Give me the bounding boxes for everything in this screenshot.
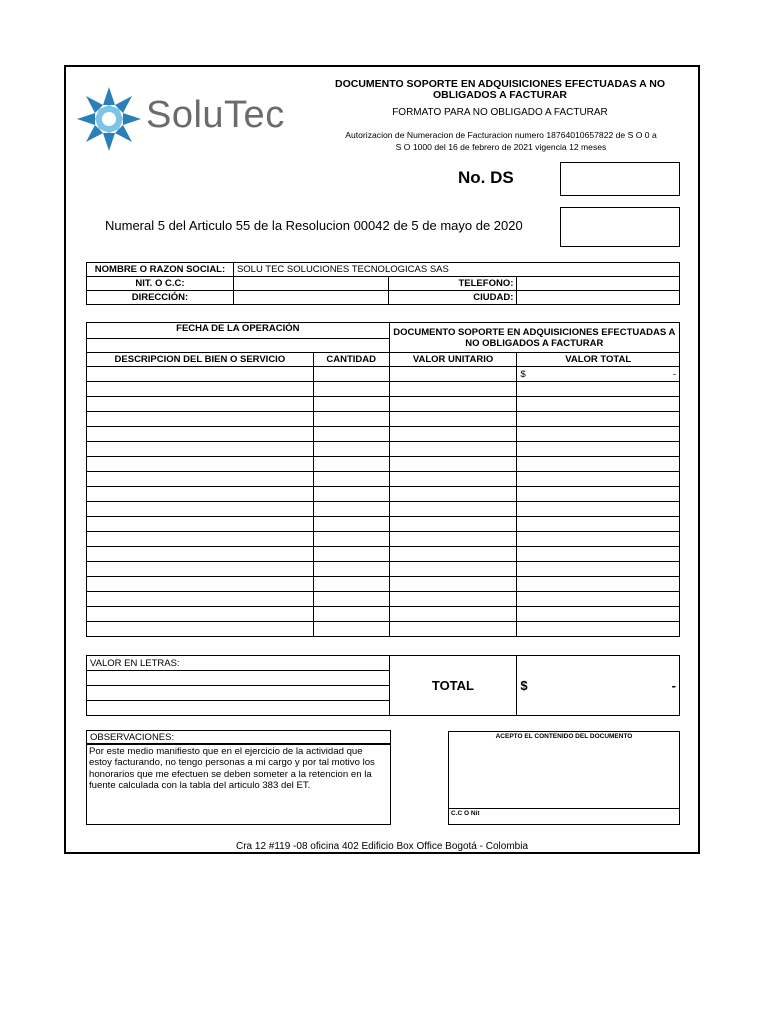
total-currency: $ xyxy=(520,678,528,693)
authorization-line-2: S O 1000 del 16 de febrero de 2021 vigencia 12 meses xyxy=(395,141,607,152)
item-unit-value-cell[interactable] xyxy=(389,547,517,562)
item-unit-value-cell[interactable] xyxy=(389,427,517,442)
value-in-letters-label: VALOR EN LETRAS: xyxy=(87,656,390,671)
item-total-value-cell[interactable] xyxy=(517,517,680,532)
city-field[interactable] xyxy=(517,291,680,305)
item-total-value-cell[interactable] xyxy=(517,592,680,607)
item-quantity-cell[interactable] xyxy=(313,607,389,622)
document-subtitle: FORMATO PARA NO OBLIGADO A FACTURAR xyxy=(392,107,608,118)
item-unit-value-cell[interactable] xyxy=(389,487,517,502)
nit-label: NIT. O C.C: xyxy=(87,277,234,291)
item-quantity-cell[interactable] xyxy=(313,412,389,427)
name-field[interactable]: SOLU TEC SOLUCIONES TECNOLOGICAS SAS xyxy=(233,263,679,277)
item-total-value-cell[interactable] xyxy=(517,607,680,622)
item-total-value-cell[interactable] xyxy=(517,622,680,637)
item-description-cell[interactable] xyxy=(87,457,314,472)
item-description-cell[interactable] xyxy=(87,397,314,412)
item-unit-value-cell[interactable] xyxy=(389,532,517,547)
item-description-cell[interactable] xyxy=(87,547,314,562)
item-description-cell[interactable] xyxy=(87,412,314,427)
item-total-value-cell[interactable] xyxy=(517,457,680,472)
signature-line xyxy=(449,808,679,809)
item-total-value-cell[interactable] xyxy=(517,412,680,427)
item-quantity-cell[interactable] xyxy=(313,592,389,607)
acceptance-title: ACEPTO EL CONTENIDO DEL DOCUMENTO xyxy=(495,733,633,740)
item-description-cell[interactable] xyxy=(87,562,314,577)
item-quantity-cell[interactable] xyxy=(313,472,389,487)
item-quantity-cell[interactable] xyxy=(313,442,389,457)
col-unit-value: VALOR UNITARIO xyxy=(389,353,517,367)
totals-table xyxy=(86,655,680,716)
item-total-value-cell[interactable] xyxy=(517,382,680,397)
item-quantity-cell[interactable] xyxy=(313,367,389,382)
item-row xyxy=(87,382,680,397)
item-quantity-cell[interactable] xyxy=(313,457,389,472)
authorization-text xyxy=(312,130,690,153)
total-value-cell xyxy=(517,656,680,716)
item-row xyxy=(87,427,680,442)
item-quantity-cell[interactable] xyxy=(313,547,389,562)
value-in-letters-line[interactable] xyxy=(87,671,390,686)
col-total-value: VALOR TOTAL xyxy=(517,353,680,367)
numeral-text: Numeral 5 del Articulo 55 de la Resolucion 00042 de 5 de mayo de 2020 xyxy=(105,218,523,233)
item-total-currency: $ xyxy=(520,368,526,380)
item-unit-value-cell[interactable] xyxy=(389,607,517,622)
item-description-cell[interactable] xyxy=(87,472,314,487)
item-unit-value-cell[interactable] xyxy=(389,472,517,487)
no-ds-label: No. DS xyxy=(458,168,514,187)
observations-label: OBSERVACIONES: xyxy=(86,730,391,744)
item-description-cell[interactable] xyxy=(87,517,314,532)
item-total-amount: - xyxy=(672,368,676,380)
operation-date-label: FECHA DE LA OPERACIÓN xyxy=(87,323,390,339)
authorization-line-1: Autorizacion de Numeracion de Facturacion numero 18764010657822 de S O 0 a xyxy=(345,130,657,140)
item-unit-value-cell[interactable] xyxy=(389,442,517,457)
item-quantity-cell[interactable] xyxy=(313,397,389,412)
item-quantity-cell[interactable] xyxy=(313,622,389,637)
name-label: NOMBRE O RAZON SOCIAL: xyxy=(87,263,234,277)
col-description: DESCRIPCION DEL BIEN O SERVICIO xyxy=(87,353,314,367)
total-amount: - xyxy=(671,678,676,693)
total-label: TOTAL xyxy=(389,656,517,716)
item-row xyxy=(87,547,680,562)
item-row xyxy=(87,397,680,412)
item-quantity-cell[interactable] xyxy=(313,382,389,397)
item-row xyxy=(87,532,680,547)
item-row xyxy=(87,412,680,427)
item-quantity-cell[interactable] xyxy=(313,532,389,547)
item-total-value-cell[interactable] xyxy=(517,367,680,382)
acceptance-box[interactable] xyxy=(448,731,680,825)
item-quantity-cell[interactable] xyxy=(313,502,389,517)
item-unit-value-cell[interactable] xyxy=(389,577,517,592)
item-total-value-cell[interactable] xyxy=(517,472,680,487)
value-in-letters-line[interactable] xyxy=(87,686,390,701)
item-total-value-cell[interactable] xyxy=(517,487,680,502)
item-quantity-cell[interactable] xyxy=(313,487,389,502)
item-unit-value-cell[interactable] xyxy=(389,592,517,607)
item-row xyxy=(87,457,680,472)
item-description-cell[interactable] xyxy=(87,427,314,442)
nit-field[interactable] xyxy=(233,277,388,291)
city-label: CIUDAD: xyxy=(388,291,517,305)
item-unit-value-cell[interactable] xyxy=(389,382,517,397)
item-quantity-cell[interactable] xyxy=(313,577,389,592)
no-ds-field[interactable] xyxy=(560,162,680,196)
item-unit-value-cell[interactable] xyxy=(389,517,517,532)
item-unit-value-cell[interactable] xyxy=(389,412,517,427)
item-unit-value-cell[interactable] xyxy=(389,622,517,637)
item-description-cell[interactable] xyxy=(87,592,314,607)
item-row xyxy=(87,607,680,622)
item-total-value-cell[interactable] xyxy=(517,532,680,547)
item-total-value-cell[interactable] xyxy=(517,502,680,517)
item-description-cell[interactable] xyxy=(87,622,314,637)
item-quantity-cell[interactable] xyxy=(313,427,389,442)
items-table xyxy=(86,322,680,637)
brand-name: SoluTec xyxy=(146,94,285,136)
item-row xyxy=(87,562,680,577)
item-total-value-cell[interactable] xyxy=(517,427,680,442)
items-doc-title: DOCUMENTO SOPORTE EN ADQUISICIONES EFECTUADAS A NO OBLIGADOS A FACTURAR xyxy=(389,323,679,353)
item-row xyxy=(87,592,680,607)
address-field[interactable] xyxy=(233,291,388,305)
item-unit-value-cell[interactable] xyxy=(389,367,517,382)
item-total-value-cell[interactable] xyxy=(517,547,680,562)
value-in-letters-line[interactable] xyxy=(87,701,390,716)
item-description-cell[interactable] xyxy=(87,607,314,622)
item-description-cell[interactable] xyxy=(87,487,314,502)
item-description-cell[interactable] xyxy=(87,382,314,397)
col-quantity: CANTIDAD xyxy=(313,353,389,367)
item-total-value-cell[interactable] xyxy=(517,397,680,412)
item-unit-value-cell[interactable] xyxy=(389,457,517,472)
item-unit-value-cell[interactable] xyxy=(389,562,517,577)
item-description-cell[interactable] xyxy=(87,367,314,382)
item-row xyxy=(87,442,680,457)
item-total-value-cell[interactable] xyxy=(517,562,680,577)
footer-address: Cra 12 #119 -08 oficina 402 Edificio Box Office Bogotá - Colombia xyxy=(235,841,529,852)
item-unit-value-cell[interactable] xyxy=(389,502,517,517)
item-description-cell[interactable] xyxy=(87,532,314,547)
item-row xyxy=(87,502,680,517)
item-unit-value-cell[interactable] xyxy=(389,397,517,412)
item-quantity-cell[interactable] xyxy=(313,562,389,577)
id-label: C.C O Nit xyxy=(451,810,480,817)
numeral-field[interactable] xyxy=(560,207,680,247)
phone-field[interactable] xyxy=(517,277,680,291)
item-description-cell[interactable] xyxy=(87,577,314,592)
item-row xyxy=(87,622,680,637)
item-total-value-cell[interactable] xyxy=(517,442,680,457)
address-label: DIRECCIÓN: xyxy=(87,291,234,305)
supplier-table xyxy=(86,262,680,305)
solutec-logo-icon xyxy=(76,86,142,152)
item-row xyxy=(87,577,680,592)
item-row xyxy=(87,472,680,487)
item-total-value-cell[interactable] xyxy=(517,577,680,592)
observations-text[interactable]: Por este medio manifiesto que en el ejercicio de la actividad que estoy facturando, no tengo personas a mi cargo y por tal motivo los honorarios que me efectuen se deben someter a la retencion en la fuente calculada con la tabla del articulo 383 del ET. xyxy=(86,744,391,825)
phone-label: TELEFONO: xyxy=(388,277,517,291)
item-description-cell[interactable] xyxy=(87,502,314,517)
item-description-cell[interactable] xyxy=(87,442,314,457)
document-title: DOCUMENTO SOPORTE EN ADQUISICIONES EFECTUADAS A NO OBLIGADOS A FACTURAR xyxy=(335,78,665,101)
item-row xyxy=(87,517,680,532)
item-row xyxy=(87,487,680,502)
item-quantity-cell[interactable] xyxy=(313,517,389,532)
operation-date-field[interactable] xyxy=(87,339,390,353)
